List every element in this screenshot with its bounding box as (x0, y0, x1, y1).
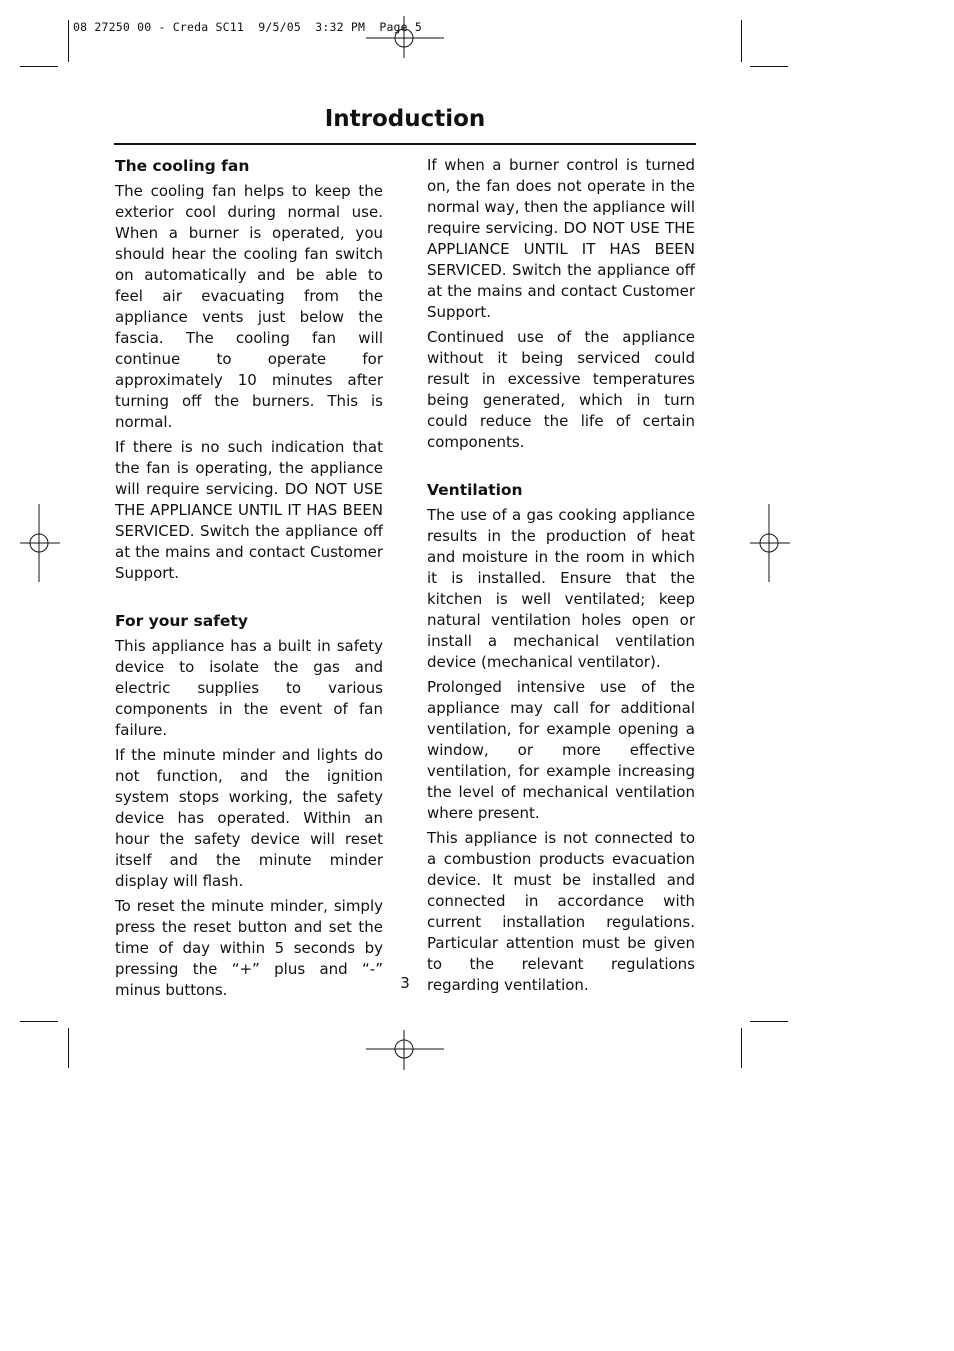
crop-mark (741, 20, 742, 62)
title-rule (114, 143, 696, 145)
paragraph: If there is no such indication that the fan is operating, the appliance will require servicing. DO NOT USE THE APPLIANCE UNTIL IT HAS BEEN SERVICED. Switch the appliance off at the mains and contact Customer Support. (115, 438, 383, 582)
paragraph: This appliance has a built in safety device to isolate the gas and electric supplies to various components in the event of fan failure. (115, 637, 383, 739)
crop-mark (20, 1021, 58, 1022)
crop-mark (750, 1021, 788, 1022)
section-heading-cooling-fan: The cooling fan (115, 157, 250, 175)
paragraph: The cooling fan helps to keep the exterior cool during normal use. When a burner is operated, you should hear the cooling fan switch on automatically and be able to feel air evacuating from the appliance vents just below the fascia. The cooling fan will continue to operate for approximately 10 minutes after turning off the burners. This is normal. (115, 182, 383, 431)
paragraph: Prolonged intensive use of the appliance may call for additional ventilation, for example opening a window, or more effective ventilation, for example increasing the level of mechanical ventilation where present. (427, 678, 695, 822)
right-column (427, 155, 695, 1000)
page-number: 3 (400, 974, 410, 992)
paragraph: The use of a gas cooking appliance results in the production of heat and moisture in the room in which it is installed. Ensure that the kitchen is well ventilated; keep natural ventilation holes open or install a mechanical ventilation device (mechanical ventilator). (427, 506, 695, 671)
section-gap (115, 588, 383, 610)
crop-mark (741, 1028, 742, 1068)
page-title: Introduction (324, 106, 486, 132)
printer-slug: 08 27250 00 - Creda SC11 9/5/05 3:32 PM Page 5 (73, 20, 423, 34)
paragraph: If when a burner control is turned on, the fan does not operate in the normal way, then the appliance will require servicing. DO NOT USE THE APPLIANCE UNTIL IT HAS BEEN SERVICED. Switch the appliance off at the mains and contact Customer Support. (427, 156, 695, 321)
crop-mark (68, 20, 69, 62)
registration-mark-icon (366, 16, 444, 58)
section-heading-safety: For your safety (115, 612, 248, 630)
registration-mark-icon (750, 504, 790, 582)
registration-mark-icon (366, 1030, 444, 1070)
section-gap (427, 457, 695, 479)
registration-mark-icon (20, 504, 60, 582)
left-column (115, 155, 383, 1005)
paragraph: If the minute minder and lights do not function, and the ignition system stops working, the safety device has operated. Within an hour the safety device will reset itself and the minute minder display will flash. (115, 746, 383, 890)
crop-mark (68, 1028, 69, 1068)
paragraph: This appliance is not connected to a combustion products evacuation device. It must be installed and connected in accordance with current installation regulations. Particular attention must be given to the relevant regulations regarding ventilation. (427, 829, 695, 994)
paragraph: To reset the minute minder, simply press the reset button and set the time of day within 5 seconds by pressing the “+” plus and “-” minus buttons. (115, 897, 383, 999)
crop-mark (20, 66, 58, 67)
paragraph: Continued use of the appliance without it being serviced could result in excessive temperatures being generated, which in turn could reduce the life of certain components. (427, 328, 695, 451)
section-heading-ventilation: Ventilation (427, 481, 523, 499)
crop-mark (750, 66, 788, 67)
